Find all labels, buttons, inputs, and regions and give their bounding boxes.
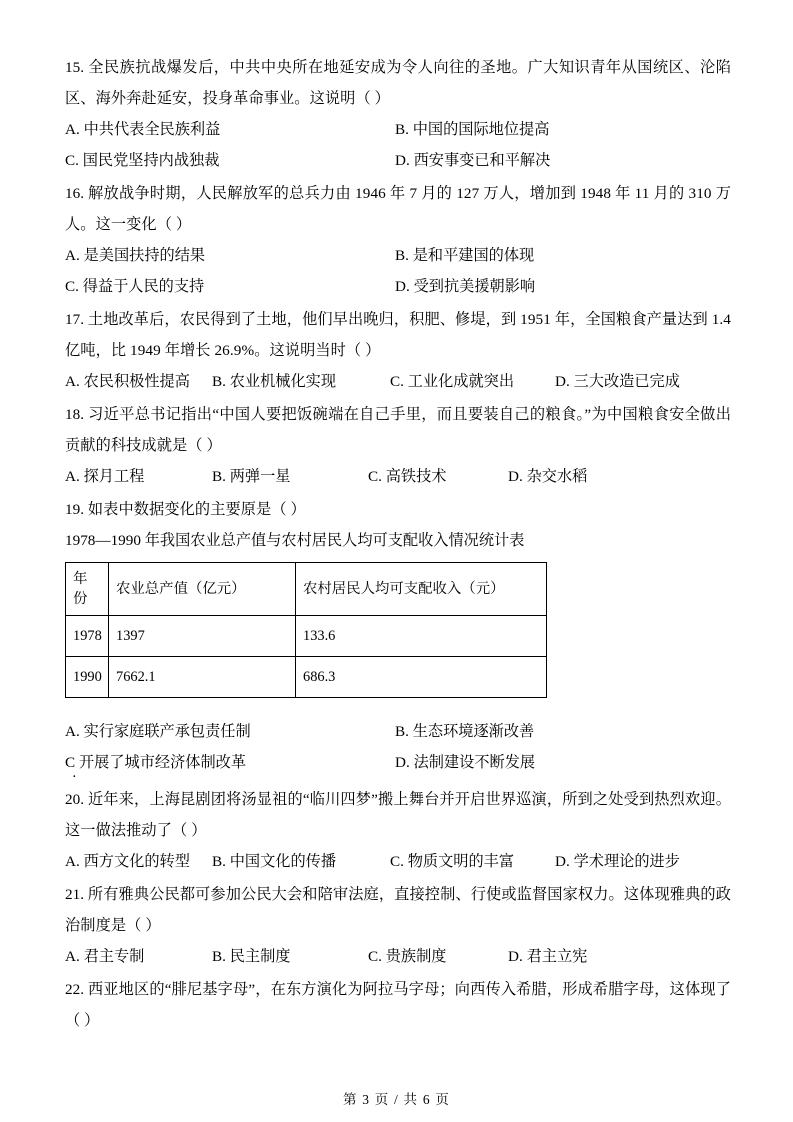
question-19-number: 19. <box>65 501 84 518</box>
question-22-stem-text: 西亚地区的“腓尼基字母”，在东方演化为阿拉马字母；向西传入希腊，形成希腊字母，这体现了（ ） <box>65 981 731 1029</box>
option-label: A. <box>65 468 80 485</box>
question-15-option-row-2 <box>65 145 731 176</box>
question-15 <box>65 52 731 176</box>
question-19-stem <box>65 494 731 525</box>
question-20-options <box>65 846 731 877</box>
option-label: B. <box>395 121 409 138</box>
question-16-number: 16. <box>65 185 84 202</box>
question-22-number: 22. <box>65 981 84 998</box>
question-19-stem-text: 如表中数据变化的主要原是（ ） <box>87 501 306 518</box>
question-20-option-d[interactable] <box>555 846 680 877</box>
table-header-row <box>66 563 547 616</box>
question-21-option-a[interactable] <box>65 941 144 972</box>
option-label: D. <box>508 948 523 965</box>
option-text: 高铁技术 <box>385 468 447 485</box>
question-20-option-b[interactable] <box>212 846 336 877</box>
question-17-stem <box>65 304 731 366</box>
question-16-options <box>65 240 731 302</box>
table-cell-output: 7662.1 <box>109 657 296 698</box>
question-16-option-row-2 <box>65 271 731 302</box>
question-16-stem-text: 解放战争时期，人民解放军的总兵力由 1946 年 7 月的 127 万人，增加到 1948 年 11 月的 310 万人。这一变化（ ） <box>65 185 731 233</box>
question-17-option-d[interactable] <box>555 366 680 397</box>
option-label: A. <box>65 373 80 390</box>
option-text: 两弹一星 <box>229 468 291 485</box>
question-15-option-d[interactable] <box>395 145 725 176</box>
option-label: B. <box>395 723 409 740</box>
question-21-options <box>65 941 731 972</box>
option-label: B. <box>212 373 226 390</box>
option-text: 工业化成就突出 <box>407 373 515 390</box>
question-20-option-row <box>65 846 731 877</box>
option-label: D. <box>555 373 570 390</box>
question-18-options <box>65 461 731 492</box>
question-15-stem <box>65 52 731 114</box>
option-text: 是美国扶持的结果 <box>83 247 206 264</box>
option-label: A. <box>65 853 80 870</box>
table-header-output: 农业总产值（亿元） <box>109 563 296 616</box>
question-15-option-row-1 <box>65 114 731 145</box>
option-label: D. <box>508 468 523 485</box>
question-21-option-row <box>65 941 731 972</box>
option-label: C. <box>65 278 79 295</box>
question-19-option-d[interactable] <box>395 747 725 778</box>
option-text: 受到抗美援朝影响 <box>413 278 536 295</box>
question-20-stem-text: 近年来，上海昆剧团将汤显祖的“临川四梦”搬上舞台并开启世界巡演，所到之处受到热烈欢迎。这一做法推动了（ ） <box>65 791 731 839</box>
option-text: 法制建设不断发展 <box>413 754 536 771</box>
question-18-option-a[interactable] <box>65 461 144 492</box>
question-20 <box>65 784 731 877</box>
question-16-option-d[interactable] <box>395 271 725 302</box>
question-16 <box>65 178 731 302</box>
question-21-stem <box>65 879 731 941</box>
option-label: C. <box>368 468 382 485</box>
option-text: 探月工程 <box>83 468 145 485</box>
question-19-option-b[interactable] <box>395 716 725 747</box>
question-17-option-b[interactable] <box>212 366 336 397</box>
option-text: 君主立宪 <box>526 948 588 965</box>
question-16-stem <box>65 178 731 240</box>
question-20-stem <box>65 784 731 846</box>
question-19-option-c[interactable] <box>65 747 395 778</box>
option-text: 西安事变已和平解决 <box>413 152 551 169</box>
question-21-number: 21. <box>65 886 84 903</box>
question-17 <box>65 304 731 397</box>
question-17-option-a[interactable] <box>65 366 190 397</box>
option-label: A. <box>65 121 80 138</box>
option-text: 民主制度 <box>229 948 291 965</box>
question-21-option-d[interactable] <box>508 941 587 972</box>
question-16-option-row-1 <box>65 240 731 271</box>
question-22 <box>65 974 731 1036</box>
option-label: A. <box>65 247 80 264</box>
page-footer: 第 3 页 / 共 6 页 <box>342 1092 451 1107</box>
option-label: B. <box>212 948 226 965</box>
question-15-options <box>65 114 731 176</box>
question-18-option-d[interactable] <box>508 461 587 492</box>
page-content <box>65 52 731 1038</box>
option-text: 君主专制 <box>83 948 145 965</box>
option-text: 农民积极性提高 <box>83 373 190 390</box>
option-label: B. <box>212 853 226 870</box>
question-18-stem <box>65 399 731 461</box>
table-row <box>66 616 547 657</box>
question-17-option-row <box>65 366 731 397</box>
option-label: C . <box>65 754 75 771</box>
question-18-option-c[interactable] <box>368 461 446 492</box>
question-15-option-c[interactable] <box>65 145 395 176</box>
option-text: 物质文明的丰富 <box>407 853 515 870</box>
question-17-options <box>65 366 731 397</box>
option-label: D. <box>395 754 410 771</box>
question-18 <box>65 399 731 492</box>
table-cell-year: 1990 <box>66 657 109 698</box>
question-21-option-b[interactable] <box>212 941 290 972</box>
option-label: A. <box>65 723 80 740</box>
option-text: 贵族制度 <box>385 948 447 965</box>
table-header-year: 年份 <box>66 563 109 616</box>
table-cell-income: 133.6 <box>296 616 547 657</box>
option-text: 是和平建国的体现 <box>412 247 535 264</box>
option-text: 国民党坚持内战独裁 <box>82 152 220 169</box>
question-17-number: 17. <box>65 311 84 328</box>
option-text: 农业机械化实现 <box>229 373 337 390</box>
option-label: A. <box>65 948 80 965</box>
option-text: 杂交水稻 <box>526 468 588 485</box>
option-label: B. <box>395 247 409 264</box>
question-16-option-c[interactable] <box>65 271 395 302</box>
agriculture-statistics-table <box>65 562 547 698</box>
question-20-number: 20. <box>65 791 84 808</box>
table-header-income: 农村居民人均可支配收入（元） <box>296 563 547 616</box>
question-21-option-c[interactable] <box>368 941 446 972</box>
question-16-option-b[interactable] <box>395 240 725 271</box>
question-17-option-c[interactable] <box>390 366 514 397</box>
question-19-option-row-1 <box>65 716 731 747</box>
option-text: 中共代表全民族利益 <box>83 121 221 138</box>
option-text: 实行家庭联产承包责任制 <box>83 723 251 740</box>
question-15-option-b[interactable] <box>395 114 725 145</box>
option-label: D. <box>395 278 410 295</box>
question-20-option-a[interactable] <box>65 846 190 877</box>
question-18-number: 18. <box>65 406 84 423</box>
question-18-option-row <box>65 461 731 492</box>
option-text: 西方文化的转型 <box>83 853 190 870</box>
question-19-table-caption: 1978—1990 年我国农业总产值与农村居民人均可支配收入情况统计表 <box>65 532 525 549</box>
option-label: C. <box>390 373 404 390</box>
question-17-stem-text: 土地改革后，农民得到了土地，他们早出晚归，积肥、修堤，到 1951 年，全国粮食产量达到 1.4 亿吨，比 1949 年增长 26.9%。这说明当时（ ） <box>65 311 731 359</box>
question-19-options <box>65 716 731 778</box>
question-18-stem-text: 习近平总书记指出“中国人要把饭碗端在自己手里，而且要装自己的粮食。”为中国粮食安全做出贡献的科技成就是（ ） <box>65 406 731 454</box>
option-text: 生态环境逐渐改善 <box>412 723 535 740</box>
question-21 <box>65 879 731 972</box>
option-text: 中国文化的传播 <box>229 853 337 870</box>
question-19-option-row-2 <box>65 747 731 778</box>
option-text: 得益于人民的支持 <box>82 278 205 295</box>
option-label: C. <box>368 948 382 965</box>
question-15-number: 15. <box>65 59 84 76</box>
option-label: C. <box>390 853 404 870</box>
option-text: 三大改造已完成 <box>573 373 680 390</box>
option-label: B. <box>212 468 226 485</box>
question-22-stem <box>65 974 731 1036</box>
question-20-option-c[interactable] <box>390 846 514 877</box>
question-18-option-b[interactable] <box>212 461 290 492</box>
question-21-stem-text: 所有雅典公民都可参加公民大会和陪审法庭，直接控制、行使或监督国家权力。这体现雅典的政治制度是（ ） <box>65 886 731 934</box>
table-cell-year: 1978 <box>66 616 109 657</box>
option-text: 中国的国际地位提高 <box>412 121 550 138</box>
question-15-stem-text: 全民族抗战爆发后，中共中央所在地延安成为令人向往的圣地。广大知识青年从国统区、沦陷区、海外奔赴延安，投身革命事业。这说明（ ） <box>65 59 731 107</box>
table-row <box>66 657 547 698</box>
option-text: 开展了城市经济体制改革 <box>78 754 246 771</box>
question-19-option-a[interactable] <box>65 716 395 747</box>
option-label: D. <box>395 152 410 169</box>
table-cell-income: 686.3 <box>296 657 547 698</box>
table-cell-output: 1397 <box>109 616 296 657</box>
question-16-option-a[interactable] <box>65 240 395 271</box>
option-text: 学术理论的进步 <box>573 853 680 870</box>
question-19 <box>65 494 731 778</box>
question-15-option-a[interactable] <box>65 114 395 145</box>
option-label: D. <box>555 853 570 870</box>
option-label: C. <box>65 152 79 169</box>
